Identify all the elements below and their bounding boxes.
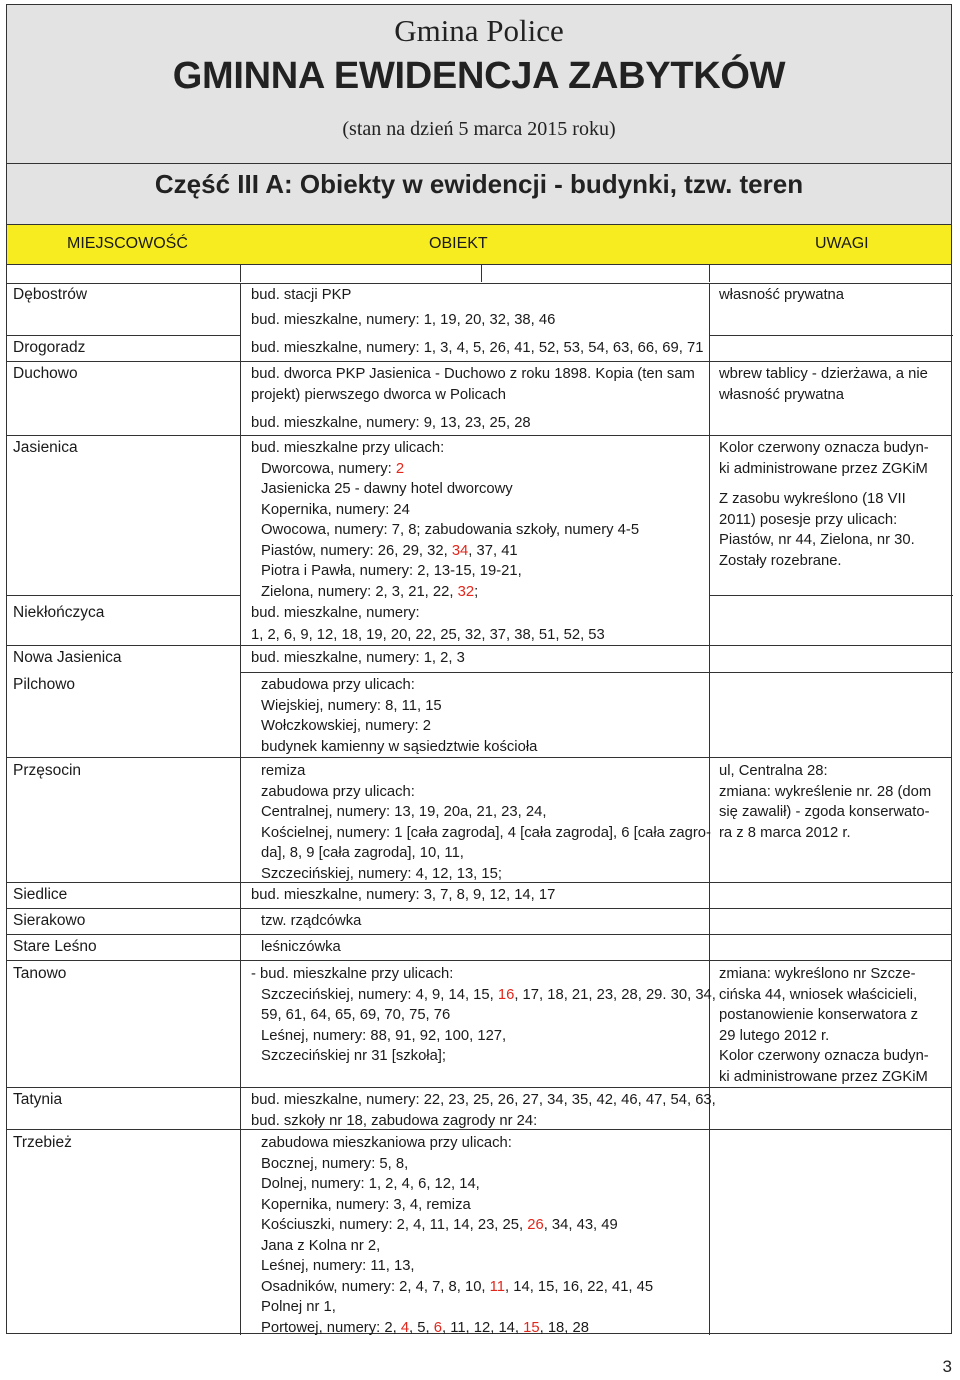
object-line: bud. mieszkalne, numery: 1, 3, 4, 5, 26, 41, 52, 53, 54, 63, 66, 69, 71 — [251, 340, 704, 356]
remark-line: 2011) posesje przy ulicach: — [719, 511, 898, 528]
header-divider — [7, 163, 951, 164]
row-divider — [7, 934, 951, 935]
locality-name: Pilchowo — [13, 676, 76, 693]
object-line: Wiejskiej, numery: 8, 11, 15 — [261, 697, 442, 714]
object-description — [251, 438, 639, 602]
remark-line: Piastów, nr 44, Zielona, nr 30. — [719, 532, 915, 548]
column-divider-stub — [240, 265, 241, 282]
object-line: bud. mieszkalne, numery: 9, 13, 23, 25, 28 — [251, 415, 531, 431]
object-line: 59, 61, 64, 65, 69, 70, 75, 76 — [261, 1007, 451, 1023]
object-line: bud. mieszkalne, numery: 1, 19, 20, 32, 38, 46 — [251, 311, 556, 328]
object-line: leśniczówka — [261, 939, 341, 955]
locality-name: Dębostrów — [13, 286, 88, 303]
remark-line: własność prywatna — [719, 287, 845, 303]
column-divider-stub — [481, 265, 482, 282]
remark-line: cińska 44, wniosek właścicieli, — [719, 986, 918, 1003]
object-description — [251, 1133, 653, 1338]
row-divider — [7, 645, 951, 646]
object-line: Centralnej, numery: 13, 19, 20a, 21, 23, 24, — [261, 804, 547, 820]
object-line: bud. stacji PKP — [251, 287, 352, 303]
street-text: , 34, 43, 49 — [543, 1217, 618, 1233]
zgkim-number: 11 — [489, 1278, 506, 1295]
object-line: bud. mieszkalne, numery: 3, 7, 8, 9, 12, 14, 17 — [251, 887, 556, 903]
street-text: Zielona, numery: 2, 3, 21, 22, — [261, 583, 458, 600]
object-line — [251, 985, 716, 1006]
column-header-uwagi: UWAGI — [815, 235, 869, 252]
remark-line: Kolor czerwony oznacza budyn- — [719, 1048, 929, 1064]
object-line: bud. mieszkalne, numery: 1, 2, 3 — [251, 650, 465, 666]
locality-name: Drogoradz — [13, 339, 86, 356]
object-line: Polnej nr 1, — [261, 1299, 336, 1315]
column-header-miejscowosc: MIEJSCOWOŚĆ — [67, 235, 188, 252]
object-line: Piotra i Pawła, numery: 2, 13-15, 19-21, — [261, 563, 522, 579]
object-line — [251, 541, 639, 562]
zgkim-number: 26 — [527, 1217, 544, 1233]
remark-line: 29 lutego 2012 r. — [719, 1027, 830, 1044]
object-line: tzw. rządcówka — [261, 913, 362, 929]
street-text: , 5, — [409, 1319, 434, 1336]
row-divider — [7, 283, 951, 284]
object-line: Bocznej, numery: 5, 8, — [261, 1155, 409, 1172]
column-divider — [240, 283, 241, 1335]
object-line: Leśnej, numery: 88, 91, 92, 100, 127, — [261, 1027, 507, 1044]
row-divider — [240, 672, 953, 673]
remarks — [719, 438, 929, 571]
locality-name: Duchowo — [13, 365, 78, 382]
object-line: zabudowa przy ulicach: — [261, 677, 415, 693]
locality-name: Niekłończyca — [13, 604, 105, 621]
remark-line: postanowienie konserwatora z — [719, 1007, 919, 1023]
object-line — [251, 1215, 653, 1236]
object-line: Szczecińskiej nr 31 [szkoła]; — [261, 1048, 447, 1064]
object-description — [251, 648, 465, 669]
row-divider — [7, 757, 951, 758]
object-line: da], 8, 9 [cała zagroda], 10, 11, — [261, 845, 464, 861]
object-line: budynek kamienny w sąsiedztwie kościoła — [261, 738, 538, 755]
row-divider — [709, 595, 953, 596]
object-description — [251, 603, 605, 645]
object-description — [251, 285, 555, 330]
street-text: , 18, 28 — [539, 1319, 589, 1336]
remark-line: Kolor czerwony oznacza budyn- — [719, 440, 929, 456]
locality-name: Przęsocin — [13, 762, 82, 779]
remarks — [719, 761, 931, 843]
row-divider — [709, 335, 953, 336]
row-divider — [7, 1087, 951, 1088]
object-line: bud. mieszkalne, numery: 22, 23, 25, 26, 27, 34, 35, 42, 46, 47, 54, 63, — [251, 1092, 716, 1108]
street-text: Portowej, numery: 2, — [261, 1319, 401, 1336]
object-line: Owocowa, numery: 7, 8; zabudowania szkoły, numery 4-5 — [261, 522, 640, 538]
remark-line: zmiana: wykreślono nr Szcze- — [719, 966, 916, 982]
locality-name: Siedlice — [13, 886, 68, 903]
locality-name: Tatynia — [13, 1091, 63, 1108]
object-line: projekt) pierwszego dworca w Policach — [251, 386, 506, 403]
remark-line: ul, Centralna 28: — [719, 763, 828, 779]
remark-line: zmiana: wykreślenie nr. 28 (dom — [719, 783, 932, 800]
remark-line: ki administrowane przez ZGKiM — [719, 460, 928, 477]
remarks — [719, 364, 928, 405]
object-description — [251, 364, 695, 434]
remark-line: wbrew tablicy - dzierżawa, a nie — [719, 366, 928, 382]
object-line: Jasienicka 25 - dawny hotel dworcowy — [261, 481, 513, 497]
object-line: Kościelnej, numery: 1 [cała zagroda], 4 [cała zagroda], 6 [cała zagro- — [261, 824, 711, 841]
object-line: Kopernika, numery: 24 — [261, 501, 410, 518]
object-line: bud. mieszkalne przy ulicach: — [251, 440, 445, 456]
remarks — [719, 285, 844, 306]
zgkim-number: 4 — [400, 1319, 410, 1336]
object-description — [251, 911, 361, 932]
object-line: bud. dworca PKP Jasienica - Duchowo z roku 1898. Kopia (ten sam — [251, 366, 695, 382]
object-description — [251, 1090, 716, 1131]
locality-name: Stare Leśno — [13, 938, 97, 955]
object-description — [251, 761, 711, 884]
page-number: 3 — [942, 1357, 952, 1376]
street-text: , 11, 12, 14, — [441, 1319, 524, 1336]
object-line: Leśnej, numery: 11, 13, — [261, 1258, 415, 1274]
street-text: Kościuszki, numery: 2, 4, 11, 14, 23, 25, — [261, 1217, 528, 1233]
object-line: zabudowa przy ulicach: — [261, 783, 415, 800]
object-line: - bud. mieszkalne przy ulicach: — [251, 966, 454, 982]
object-line: Szczecińskiej, numery: 4, 12, 13, 15; — [261, 865, 502, 882]
street-text: Szczecińskiej, numery: 4, 9, 14, 15, — [261, 986, 498, 1003]
section-title: Część III A: Obiekty w ewidencji - budynki, tzw. teren — [154, 169, 804, 199]
document-page — [6, 4, 952, 1334]
column-divider-stub — [709, 265, 710, 282]
zgkim-number: 16 — [497, 986, 515, 1003]
document-header — [7, 5, 951, 225]
remark-line: własność prywatna — [719, 386, 845, 403]
row-divider — [7, 435, 951, 436]
street-text: , 17, 18, 21, 23, 28, 29. 30, 34, — [514, 986, 716, 1003]
object-description — [251, 937, 341, 958]
zgkim-number: 2 — [395, 460, 405, 477]
locality-name: Trzebież — [13, 1134, 72, 1151]
street-text: Osadników, numery: 2, 4, 7, 8, 10, — [261, 1278, 490, 1295]
object-line: bud. szkoły nr 18, zabudowa zagrody nr 24: — [251, 1112, 538, 1129]
remark-line: ki administrowane przez ZGKiM — [719, 1068, 928, 1085]
object-line: zabudowa mieszkaniowa przy ulicach: — [261, 1135, 512, 1151]
object-description — [251, 675, 537, 757]
row-divider — [7, 960, 951, 961]
remark-line: ra z 8 marca 2012 r. — [719, 824, 851, 841]
row-divider — [7, 595, 240, 596]
object-line: remiza — [261, 763, 306, 779]
zgkim-number: 15 — [523, 1319, 540, 1336]
object-line: Kopernika, numery: 3, 4, remiza — [261, 1196, 471, 1213]
object-line — [251, 459, 639, 480]
remark-line: się zawalił) - zgoda konserwato- — [719, 804, 930, 820]
locality-name: Nowa Jasienica — [13, 649, 122, 666]
street-text: ; — [474, 583, 479, 600]
object-line: Jana z Kolna nr 2, — [261, 1237, 381, 1254]
status-date: (stan na dzień 5 marca 2015 roku) — [342, 118, 616, 140]
row-divider — [7, 908, 951, 909]
zgkim-number: 32 — [457, 583, 475, 600]
row-divider — [7, 335, 240, 336]
municipality-name: Gmina Police — [394, 13, 564, 48]
street-text: Dworcowa, numery: — [261, 460, 396, 477]
object-line: 1, 2, 6, 9, 12, 18, 19, 20, 22, 25, 32, 37, 38, 51, 52, 53 — [251, 626, 605, 643]
street-text: Piastów, numery: 26, 29, 32, — [261, 542, 452, 559]
locality-name: Tanowo — [13, 965, 67, 982]
street-text: , 14, 15, 16, 22, 41, 45 — [505, 1278, 654, 1295]
row-divider — [7, 361, 951, 362]
page-title: GMINNA EWIDENCJA ZABYTKÓW — [172, 55, 786, 97]
zgkim-number: 34 — [451, 542, 469, 559]
object-line — [251, 1318, 653, 1339]
object-description — [251, 338, 703, 359]
object-line: Dolnej, numery: 1, 2, 4, 6, 12, 14, — [261, 1176, 480, 1192]
object-line: Wołczkowskiej, numery: 2 — [261, 718, 431, 734]
object-line — [251, 1277, 653, 1298]
object-description — [251, 885, 555, 906]
remark-line: Z zasobu wykreślono (18 VII — [719, 491, 906, 507]
table-header — [7, 225, 951, 265]
zgkim-number: 6 — [433, 1319, 442, 1336]
object-line: bud. mieszkalne, numery: — [251, 605, 420, 621]
street-text: , 37, 41 — [468, 542, 518, 559]
object-description — [251, 964, 716, 1067]
locality-name: Sierakowo — [13, 912, 86, 929]
remark-line: Zostały rozebrane. — [719, 552, 842, 569]
column-header-obiekt: OBIEKT — [429, 235, 488, 252]
object-line — [251, 582, 639, 603]
remarks — [719, 964, 929, 1087]
locality-name: Jasienica — [13, 439, 78, 456]
